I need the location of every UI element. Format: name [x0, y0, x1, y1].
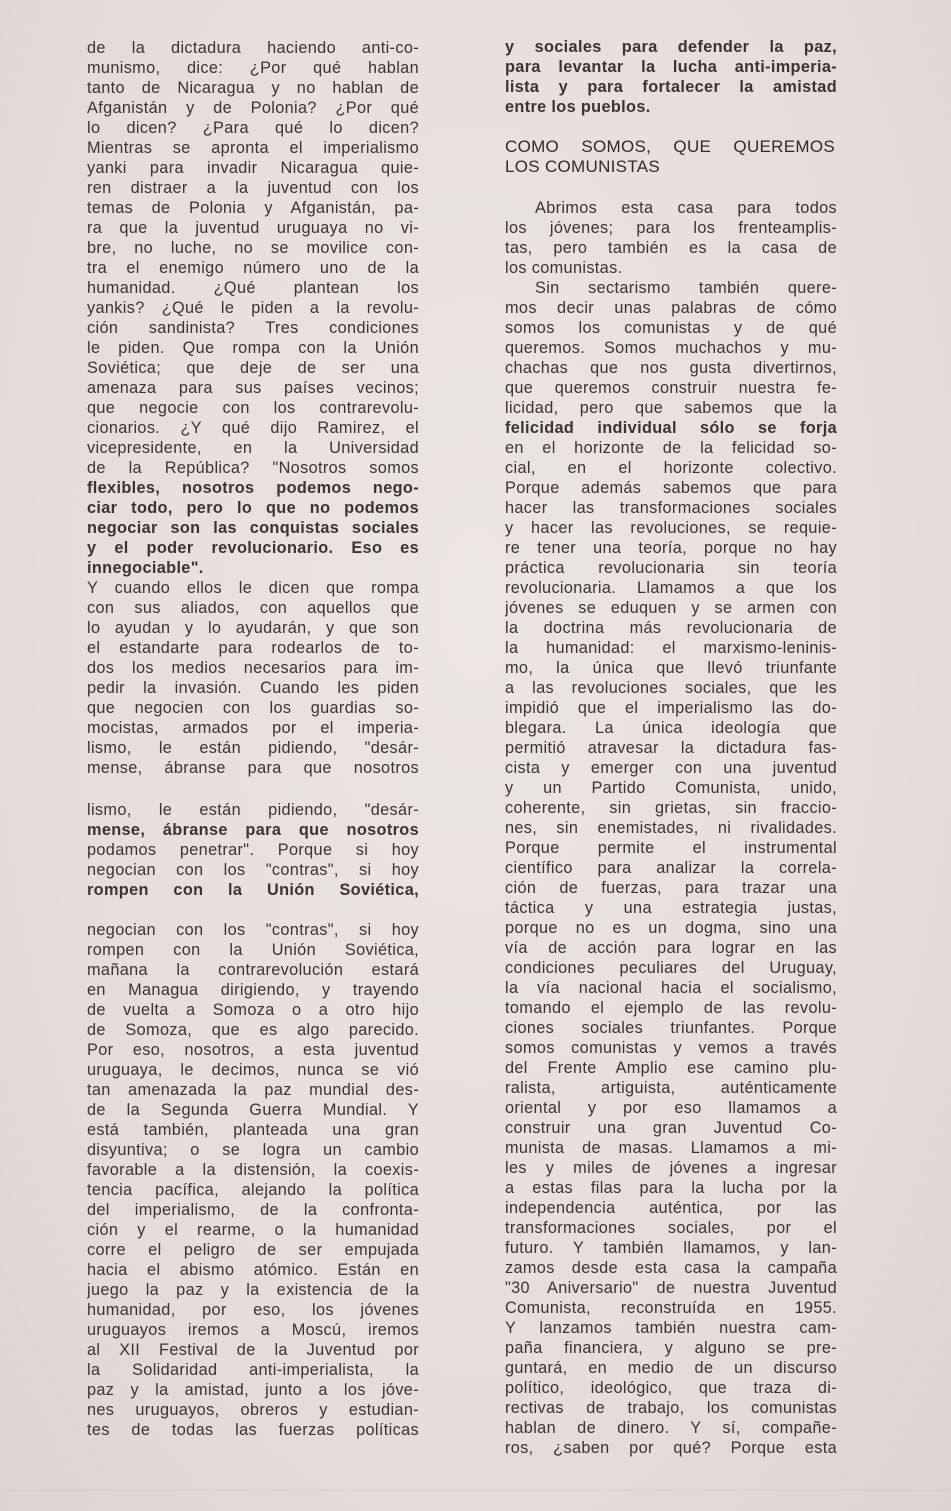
- text-line: al XII Festival de la Juventud por: [87, 1341, 419, 1359]
- text-line: yanki para invadir Nicaragua quie-: [87, 159, 419, 177]
- text-line: de la dictadura haciendo anti-co-: [87, 39, 419, 57]
- text-line: Soviética; que deje de ser una: [87, 359, 419, 377]
- text-line: los jóvenes; para los frenteamplis-: [505, 219, 837, 237]
- text-line: para levantar la lucha anti-imperia-: [505, 58, 837, 76]
- text-line: está también, planteada una gran: [87, 1121, 419, 1139]
- text-line: Porque además sabemos que para: [505, 479, 837, 497]
- text-line: blegara. La única ideología que: [505, 719, 837, 737]
- text-line: "30 Aniversario" de nuestra Juventud: [505, 1279, 837, 1297]
- text-line: tan amenazada la paz mundial des-: [87, 1081, 419, 1099]
- text-line: negocian con los "contras", si hoy: [87, 921, 419, 939]
- text-line: transformaciones sociales, por el: [505, 1219, 837, 1237]
- text-line: mañana la contrarevolución estará: [87, 961, 419, 979]
- text-line: de Somoza, que es algo parecido.: [87, 1021, 419, 1039]
- text-line: la Solidaridad anti-imperialista, la: [87, 1361, 419, 1379]
- text-line: con sus aliados, con aquellos que: [87, 599, 419, 617]
- text-line: del Frente Amplio ese camino plu-: [505, 1059, 837, 1077]
- text-line: condiciones peculiares del Uruguay,: [505, 959, 837, 977]
- text-line: político, ideológico, que traza di-: [505, 1379, 837, 1397]
- text-line: el estandarte para rodearlos de to-: [87, 639, 419, 657]
- text-line: felicidad individual sólo se forja: [505, 419, 837, 437]
- text-line: ción sandinista? Tres condiciones: [87, 319, 419, 337]
- text-line: permitió atravesar la dictadura fas-: [505, 739, 837, 757]
- left-column-block-1: [87, 38, 419, 778]
- left-column-block-3: [87, 920, 419, 1440]
- text-line: rectivas de trabajo, los comunistas: [505, 1399, 837, 1417]
- text-line: coherente, sin grietas, sin fraccio-: [505, 799, 837, 817]
- text-line: futuro. Y también llamamos, y lan-: [505, 1239, 837, 1257]
- text-line: táctica y una estrategia justas,: [505, 899, 837, 917]
- text-line: revolucionaria. Llamamos a que los: [505, 579, 837, 597]
- text-line: nes uruguayos, obreros y estudian-: [87, 1401, 419, 1419]
- text-line: zamos desde esta casa la campaña: [505, 1259, 837, 1277]
- text-line: Porque permite el instrumental: [505, 839, 837, 857]
- text-line: ción y el rearme, o la humanidad: [87, 1221, 419, 1239]
- text-line: la vía nacional hacia el socialismo,: [505, 979, 837, 997]
- text-line: munista de masas. Llamamos a mi-: [505, 1139, 837, 1157]
- text-line: yankis? ¿Qué le piden a la revolu-: [87, 299, 419, 317]
- text-line: somos comunistas y vemos a través: [505, 1039, 837, 1057]
- text-line: en Managua dirigiendo, y trayendo: [87, 981, 419, 999]
- text-line: a las revoluciones sociales, que les: [505, 679, 837, 697]
- text-line: Y cuando ellos le dicen que rompa: [87, 579, 419, 597]
- text-line: bre, no luche, no se movilice con-: [87, 239, 419, 257]
- text-line: rompen con la Unión Soviética,: [87, 941, 419, 959]
- text-line: que negocie con los contrarevolu-: [87, 399, 419, 417]
- text-line: la doctrina más revolucionaria de: [505, 619, 837, 637]
- text-line: tra el enemigo número uno de la: [87, 259, 419, 277]
- text-line: lo ayudan y lo ayudarán, y que son: [87, 619, 419, 637]
- text-line: les y miles de jóvenes a ingresar: [505, 1159, 837, 1177]
- text-line: práctica revolucionaria sin teoría: [505, 559, 837, 577]
- text-line: construir una gran Juventud Co-: [505, 1119, 837, 1137]
- left-column-block-2: [87, 800, 419, 900]
- text-line: humanidad, por eso, los jóvenes: [87, 1301, 419, 1319]
- section-heading-line-2: LOS COMUNISTAS: [505, 157, 661, 176]
- text-line: los comunistas.: [505, 259, 623, 277]
- text-line: hacer las transformaciones sociales: [505, 499, 837, 517]
- text-line: somos los comunistas y de qué: [505, 319, 837, 337]
- text-line: mo, la única que llevó triunfante: [505, 659, 837, 677]
- text-line: independencia auténtica, por las: [505, 1199, 837, 1217]
- text-line: tas, pero también es la casa de: [505, 239, 837, 257]
- text-line: temas de Polonia y Afganistán, pa-: [87, 199, 419, 217]
- text-line: mocistas, armados por el imperia-: [87, 719, 419, 737]
- text-line: podamos penetrar". Porque si hoy: [87, 841, 419, 859]
- text-line: munismo, dice: ¿Por qué hablan: [87, 59, 419, 77]
- text-line: tanto de Nicaragua y no hablan de: [87, 79, 419, 97]
- text-line: chachas que nos gusta divertirnos,: [505, 359, 837, 377]
- text-line: de la República? "Nosotros somos: [87, 459, 419, 477]
- text-line: ciones sociales triunfantes. Porque: [505, 1019, 837, 1037]
- text-line: tencia pacífica, alejando la política: [87, 1181, 419, 1199]
- text-line: nes, sin enemistades, ni rivalidades.: [505, 819, 837, 837]
- text-line: ciar todo, pero lo que no podemos: [87, 499, 419, 517]
- text-line: disyuntiva; o se logra un cambio: [87, 1141, 419, 1159]
- text-line: queremos. Somos muchachos y mu-: [505, 339, 837, 357]
- text-line: paz y la amistad, junto a los jóve-: [87, 1381, 419, 1399]
- right-column-body: [505, 198, 837, 1458]
- page-edge-shadow: [0, 1490, 951, 1491]
- text-line: favorable a la distensión, la coexis-: [87, 1161, 419, 1179]
- section-heading: [505, 137, 835, 177]
- text-line: que negocien con los guardias so-: [87, 699, 419, 717]
- text-line: en el horizonte de la felicidad so-: [505, 439, 837, 457]
- text-line: hablan de dinero. Y sí, compañe-: [505, 1419, 837, 1437]
- right-column-intro: [505, 37, 837, 117]
- text-line: ralista, artiguista, auténticamente: [505, 1079, 837, 1097]
- text-line: lista y para fortalecer la amistad: [505, 78, 837, 96]
- text-line: Abrimos esta casa para todos: [535, 199, 837, 217]
- text-line: flexibles, nosotros podemos nego-: [87, 479, 419, 497]
- text-line: innegociable".: [87, 559, 204, 577]
- text-line: dos los medios necesarios para im-: [87, 659, 419, 677]
- text-line: amenaza para sus países vecinos;: [87, 379, 419, 397]
- text-line: cial, en el horizonte colectivo.: [505, 459, 837, 477]
- text-line: hacia el abismo atómico. Están en: [87, 1261, 419, 1279]
- text-line: Comunista, reconstruída en 1955.: [505, 1299, 837, 1317]
- text-line: lo dicen? ¿Para qué lo dicen?: [87, 119, 419, 137]
- text-line: de la Segunda Guerra Mundial. Y: [87, 1101, 419, 1119]
- text-line: Mientras se apronta el imperialismo: [87, 139, 419, 157]
- text-line: re tener una teoría, porque no hay: [505, 539, 837, 557]
- text-line: juego la paz y la existencia de la: [87, 1281, 419, 1299]
- text-line: mos decir unas palabras de cómo: [505, 299, 837, 317]
- section-heading-line-1: COMO SOMOS, QUE QUEREMOS: [505, 137, 835, 156]
- text-line: del imperialismo, de la confronta-: [87, 1201, 419, 1219]
- text-line: ción de fuerzas, para trazar una: [505, 879, 837, 897]
- text-line: Por eso, nosotros, a esta juventud: [87, 1041, 419, 1059]
- text-line: vicepresidente, en la Universidad: [87, 439, 419, 457]
- text-line: vía de acción para lograr en las: [505, 939, 837, 957]
- text-line: científico para analizar la correla-: [505, 859, 837, 877]
- text-line: mense, ábranse para que nosotros: [87, 821, 419, 839]
- text-line: a estas filas para la lucha por la: [505, 1179, 837, 1197]
- text-line: guntará, en medio de un discurso: [505, 1359, 837, 1377]
- text-line: rompen con la Unión Soviética,: [87, 881, 419, 899]
- text-line: negocian con los "contras", si hoy: [87, 861, 419, 879]
- text-line: y un Partido Comunista, unido,: [505, 779, 837, 797]
- text-line: cionarios. ¿Y qué dijo Ramirez, el: [87, 419, 419, 437]
- text-line: corre el peligro de ser empujada: [87, 1241, 419, 1259]
- text-line: la humanidad: el marxismo-leninis-: [505, 639, 837, 657]
- text-line: ra que la juventud uruguaya no vi-: [87, 219, 419, 237]
- text-line: humanidad. ¿Qué plantean los: [87, 279, 419, 297]
- text-line: entre los pueblos.: [505, 98, 651, 116]
- text-line: Afganistán y de Polonia? ¿Por qué: [87, 99, 419, 117]
- text-line: licidad, pero que sabemos que la: [505, 399, 837, 417]
- text-line: pedir la invasión. Cuando les piden: [87, 679, 419, 697]
- text-line: porque no es un dogma, sino una: [505, 919, 837, 937]
- text-line: paña financiera, y alguno se pre-: [505, 1339, 837, 1357]
- text-line: mense, ábranse para que nosotros: [87, 759, 419, 777]
- text-line: que queremos construir nuestra fe-: [505, 379, 837, 397]
- text-line: tomando el ejemplo de las revolu-: [505, 999, 837, 1017]
- text-line: y sociales para defender la paz,: [505, 38, 837, 56]
- text-line: uruguayos iremos a Moscú, iremos: [87, 1321, 419, 1339]
- text-line: lismo, le están pidiendo, "desár-: [87, 801, 419, 819]
- text-line: oriental y por eso llamamos a: [505, 1099, 837, 1117]
- text-line: lismo, le están pidiendo, "desár-: [87, 739, 419, 757]
- text-line: de vuelta a Somoza o a otro hijo: [87, 1001, 419, 1019]
- text-line: y hacer las revoluciones, se requie-: [505, 519, 837, 537]
- text-line: le piden. Que rompa con la Unión: [87, 339, 419, 357]
- text-line: impidió que el imperialismo las do-: [505, 699, 837, 717]
- text-line: tes de todas las fuerzas políticas: [87, 1421, 419, 1439]
- text-line: Y lanzamos también nuestra cam-: [505, 1319, 837, 1337]
- text-line: y el poder revolucionario. Eso es: [87, 539, 419, 557]
- text-line: ros, ¿saben por qué? Porque esta: [505, 1439, 837, 1457]
- text-line: ren distraer a la juventud con los: [87, 179, 419, 197]
- text-line: uruguaya, le decimos, nunca se vió: [87, 1061, 419, 1079]
- text-line: negociar son las conquistas sociales: [87, 519, 419, 537]
- text-line: jóvenes se eduquen y se armen con: [505, 599, 837, 617]
- text-line: Sin sectarismo también quere-: [535, 279, 837, 297]
- text-line: cista y emerger con una juventud: [505, 759, 837, 777]
